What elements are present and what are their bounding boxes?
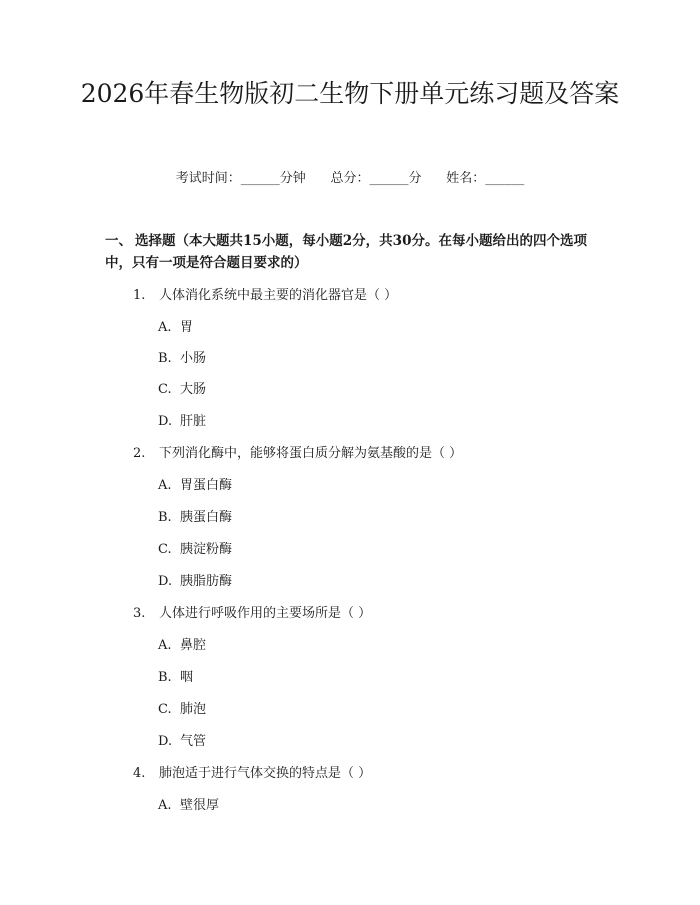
document-title: 2026年春生物版初二生物下册单元练习题及答案 [80,79,620,108]
option-text: 胰淀粉酶 [180,542,233,557]
question-1-option-a [158,316,193,335]
option-letter: D. [158,734,173,749]
question-3-option-d [158,730,206,749]
option-letter: D. [158,574,173,589]
question-1 [133,284,397,303]
option-text: 肝脏 [180,414,207,429]
option-letter: C. [158,382,172,397]
option-letter: D. [158,414,173,429]
option-letter: A. [158,798,172,813]
option-letter: B. [158,351,172,366]
question-2-option-a [158,474,232,493]
question-text: 人体消化系统中最主要的消化器官是（ ） [159,288,398,303]
option-text: 胰脂肪酶 [180,574,233,589]
question-2-option-d [158,570,232,589]
question-2 [133,442,462,461]
option-letter: B. [158,510,172,525]
option-text: 大肠 [180,382,207,397]
section-text: 选择题（本大题共15小题，每小题2分，共30分。在每小题给出的四个选项中，只有一项是符合题目要求的） [105,233,587,271]
question-text: 下列消化酶中，能够将蛋白质分解为氨基酸的是（ ） [159,446,463,461]
question-1-option-c [158,378,206,397]
exam-info-line: 考试时间：______分钟 总分：______分 姓名：______ [175,171,525,186]
question-number: 3. [133,606,146,621]
option-letter: A. [158,478,172,493]
question-number: 4. [133,766,146,781]
option-text: 小肠 [180,351,207,366]
option-text: 鼻腔 [180,638,207,653]
option-letter: B. [158,670,172,685]
option-letter: A. [158,320,172,335]
question-3-option-c [158,698,206,717]
section-heading [105,230,605,274]
question-4 [133,762,371,781]
question-4-option-a [158,794,219,813]
option-text: 胃蛋白酶 [180,478,233,493]
option-text: 胰蛋白酶 [180,510,233,525]
question-1-option-d [158,410,206,429]
option-letter: C. [158,702,172,717]
question-3 [133,602,371,621]
question-text: 肺泡适于进行气体交换的特点是（ ） [159,766,372,781]
option-text: 胃 [180,320,194,335]
question-3-option-b [158,666,193,685]
question-number: 1. [133,288,146,303]
option-letter: A. [158,638,172,653]
question-2-option-c [158,538,232,557]
option-text: 肺泡 [180,702,207,717]
question-3-option-a [158,634,206,653]
question-text: 人体进行呼吸作用的主要场所是（ ） [159,606,372,621]
question-1-option-b [158,347,206,366]
option-text: 咽 [180,670,194,685]
option-text: 壁很厚 [180,798,220,813]
question-number: 2. [133,446,146,461]
option-letter: C. [158,542,172,557]
section-number: 一、 [105,233,132,249]
option-text: 气管 [180,734,207,749]
question-2-option-b [158,506,232,525]
